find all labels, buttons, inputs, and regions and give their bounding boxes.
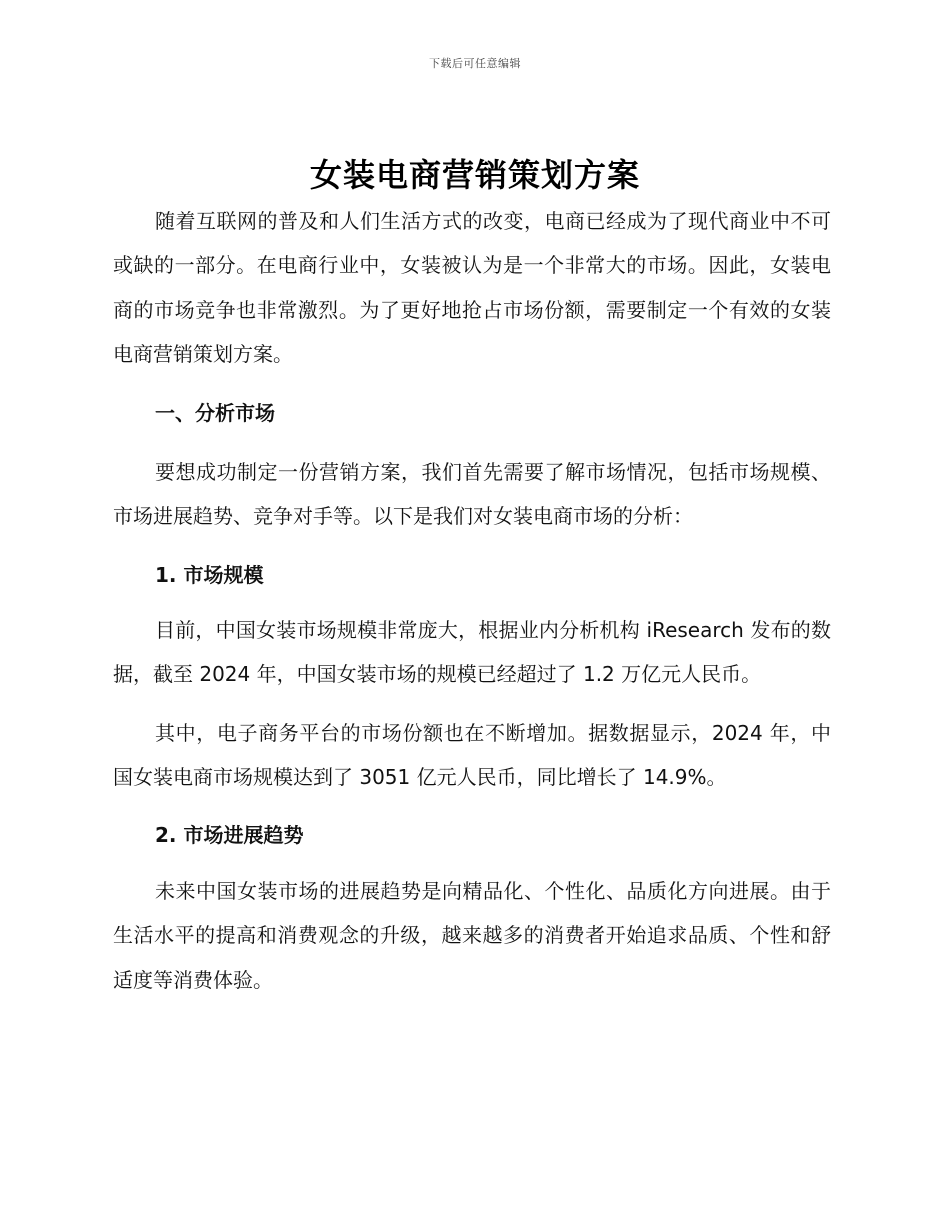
ecommerce-share-paragraph: 其中，电子商务平台的市场份额也在不断增加。据数据显示，2024 年，中国女装电商市场规模达到了 3051 亿元人民币，同比增长了 14.9%。 (113, 721, 831, 790)
market-size-paragraph: 目前，中国女装市场规模非常庞大，根据业内分析机构 iResearch 发布的数据，截至 2024 年，中国女装市场的规模已经超过了 1.2 万亿元人民币。 (113, 618, 831, 687)
page-header: 下载后可任意编辑 (429, 57, 521, 70)
market-trend-paragraph: 未来中国女装市场的进展趋势是向精品化、个性化、品质化方向进展。由于生活水平的提高和消费观念的升级，越来越多的消费者开始追求品质、个性和舒适度等消费体验。 (113, 879, 831, 992)
intro-paragraph: 随着互联网的普及和人们生活方式的改变，电商已经成为了现代商业中不可或缺的一部分。在电商行业中，女装被认为是一个非常大的市场。因此，女装电商的市场竞争也非常激烈。为了更好地抢占市场份额，需要制定一个有效的女装电商营销策划方案。 (113, 209, 831, 366)
section-heading-analysis: 一、分析市场 (155, 401, 275, 425)
document-title: 女装电商营销策划方案 (309, 156, 640, 194)
analysis-paragraph: 要想成功制定一份营销方案，我们首先需要了解市场情况，包括市场规模、市场进展趋势、竞争对手等。以下是我们对女装电商市场的分析： (113, 460, 831, 529)
subheading-market-size: 1. 市场规模 (155, 563, 264, 587)
subheading-market-trend: 2. 市场进展趋势 (155, 823, 304, 847)
